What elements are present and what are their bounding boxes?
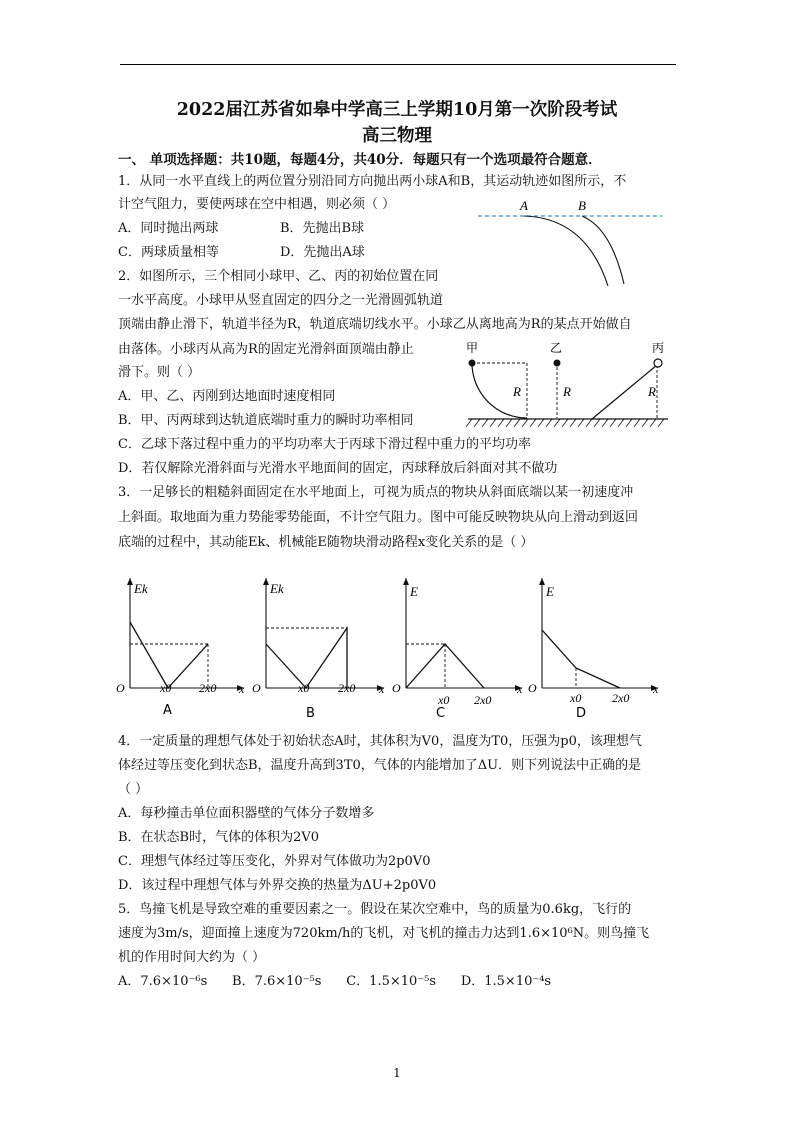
q1-option-a: A．同时抛出两球 [118, 221, 219, 236]
q1-option-d: D．先抛出A球 [280, 245, 365, 260]
q3b-caption: B [306, 706, 315, 721]
q2-three-balls-figure [458, 338, 674, 434]
q3c-y-label: E [410, 584, 418, 599]
q3-stem-1: 3．一足够长的粗糙斜面固定在水平地面上，可视为质点的物块从斜面底端以某一初速度冲 [118, 485, 634, 500]
q2-option-a: A．甲、乙、丙刚到达地面时速度相同 [118, 389, 336, 404]
q1-label-a: A [520, 198, 528, 213]
q4-option-d: D．该过程中理想气体与外界交换的热量为ΔU+2p0V0 [118, 878, 437, 893]
q2-option-b: B．甲、丙两球到达轨道底端时重力的瞬时功率相同 [118, 413, 414, 428]
q3c-x0: x0 [438, 693, 450, 707]
q3-graph-b [252, 572, 392, 722]
q4-stem-3: （ ） [118, 782, 149, 797]
q3-graph-c [390, 572, 530, 722]
q3d-origin: O [528, 681, 537, 695]
q3d-y-label: E [546, 584, 554, 599]
q3a-x-label: x [239, 682, 245, 696]
q2-stem-3: 顶端由静止滑下，轨道半径为R，轨道底端切线水平。小球乙从离地高为R的某点开始做自 [118, 317, 632, 332]
q5-stem-3: 机的作用时间大约为（ ） [118, 950, 266, 965]
q2-stem-4: 由落体。小球丙从高为R的固定光滑斜面顶端由静止 [118, 342, 414, 357]
q3b-x-label: x [379, 682, 385, 696]
q3d-x0: x0 [570, 691, 582, 705]
q2-label-r1: R [513, 384, 521, 399]
exam-subtitle: 高三物理 [362, 126, 432, 146]
q4-stem-2: 体经过等压变化到状态B，温度升高到3T0，气体的内能增加了ΔU．则下列说法中正确的是 [118, 758, 642, 773]
q4-option-c: C．理想气体经过等压变化，外界对气体做功为2p0V0 [118, 854, 431, 869]
q3b-x0: x0 [298, 681, 310, 695]
q5-options: A．7.6×10⁻⁶s B．7.6×10⁻⁵s C．1.5×10⁻⁵s D．1.5×10⁻⁴s [118, 974, 552, 989]
q2-option-c: C．乙球下落过程中重力的平均功率大于丙球下滑过程中重力的平均功率 [118, 437, 531, 452]
q3b-origin: O [252, 681, 261, 695]
q3-stem-2: 上斜面。取地面为重力势能零势能面，不计空气阻力。图中可能反映物块从向上滑动到返回 [118, 510, 639, 525]
q3-stem-3: 底端的过程中，其动能Ek、机械能E随物块滑动路程x变化关系的是（ ） [118, 535, 534, 550]
q2-label-r2: R [563, 384, 571, 399]
section-heading: 一、 单项选择题：共10题，每题4分，共40分．每题只有一个选项最符合题意． [118, 152, 602, 168]
q4-option-a: A．每秒撞击单位面积器壁的气体分子数增多 [118, 806, 375, 821]
q3a-y-label: Ek [134, 581, 148, 596]
q3d-caption: D [576, 706, 587, 721]
q5-stem-2: 速度为3m/s，迎面撞上速度为720km/h的飞机，对飞机的撞击力达到1.6×10⁶N。则鸟撞飞 [118, 926, 650, 941]
q2-stem-1: 2．如图所示，三个相同小球甲、乙、丙的初始位置在同 [118, 269, 439, 284]
q3a-2x0: 2x0 [199, 681, 217, 695]
q3-graph-d [526, 572, 666, 722]
q3c-origin: O [392, 681, 401, 695]
q1-stem-1: 1．从同一水平直线上的两位置分别沿同方向抛出两小球A和B，其运动轨迹如图所示，不 [118, 174, 627, 189]
q1-option-b: B．先抛出B球 [280, 221, 365, 236]
exam-title: 2022届江苏省如皋中学高三上学期10月第一次阶段考试 [176, 100, 618, 120]
q3-graph-a [112, 572, 252, 722]
q1-label-b: B [578, 198, 586, 213]
q3b-2x0: 2x0 [338, 681, 356, 695]
q1-trajectory-figure [476, 196, 666, 292]
header-rule [120, 64, 676, 65]
q3c-x-label: x [517, 682, 523, 696]
q2-stem-2: 一水平高度。小球甲从竖直固定的四分之一光滑圆弧轨道 [118, 293, 444, 308]
q2-option-d: D．若仅解除光滑斜面与光滑水平地面间的固定，丙球释放后斜面对其不做功 [118, 461, 558, 476]
page-number: 1 [393, 1066, 401, 1080]
q2-stem-5: 滑下。则（ ） [118, 365, 201, 380]
q3a-caption: A [163, 703, 172, 718]
q2-label-jia: 甲 [466, 341, 479, 355]
q3d-2x0: 2x0 [612, 691, 630, 705]
q3c-caption: C [436, 706, 446, 721]
q3b-y-label: Ek [270, 581, 284, 596]
q1-option-c: C．两球质量相等 [118, 245, 219, 260]
q3c-2x0: 2x0 [474, 693, 492, 707]
q1-stem-2: 计空气阻力，要使两球在空中相遇，则必须（ ） [118, 197, 396, 212]
q5-stem-1: 5．鸟撞飞机是导致空难的重要因素之一。假设在某次空难中，鸟的质量为0.6kg，飞行的 [118, 902, 632, 917]
q3a-origin: O [116, 681, 125, 695]
q4-option-b: B．在状态B时，气体的体积为2V0 [118, 830, 320, 845]
q3d-x-label: x [653, 682, 659, 696]
q2-label-r3: R [648, 384, 656, 399]
q4-stem-1: 4．一定质量的理想气体处于初始状态A时，其体积为V0，温度为T0，压强为p0，该理想气 [118, 734, 642, 749]
q2-label-yi: 乙 [550, 341, 563, 355]
q3a-x0: x0 [160, 681, 172, 695]
q2-label-bing: 丙 [652, 341, 665, 355]
